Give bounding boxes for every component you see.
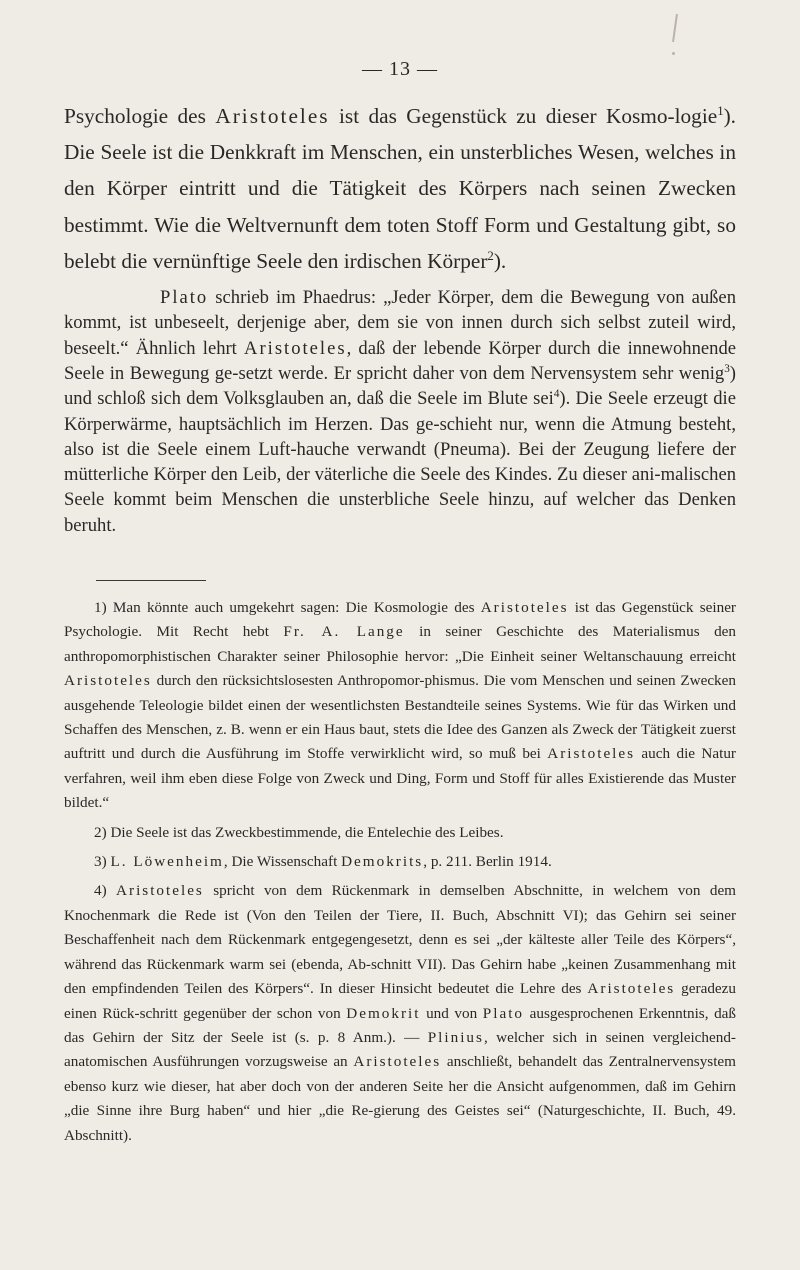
footnote-1: [64, 596, 736, 816]
text-run: durch den rücksichtslosesten Anthropomor-phismus. Die vom Menschen und seinen Zwecken ausgehende Teleologie bildet einen der wesentlichsten Bestandteile seines Systems. Wie für das Wirken und Schaffen des Menschen, z. B. wenn er ein Haus baut, stets die Idee des Ganzen als Zweck der Tätigkeit zuerst auftritt und durch die Ausführung im Stoffe verwirklicht wird, so muß bei: [64, 672, 736, 763]
footnote-ref-2[interactable]: 2: [487, 248, 494, 263]
paragraph-2: [64, 285, 736, 538]
text-run: , welcher sich in seinen vergleichend-anatomischen Ausführungen vorzugsweise an: [64, 1028, 736, 1071]
text-run: ). Die Seele ist die Denkkraft im Menschen, ein unsterbliches Wesen, welches in den Körper eintritt und die Tätigkeit des Körpers nach seinen Zwecken bestimmt. Wie die Weltvernunft dem toten Stoff Form und Gestaltung gibt, so belebt die vernünftige Seele den irdischen Körper: [64, 104, 737, 273]
text-run: und von: [420, 1004, 483, 1022]
main-text: [64, 98, 736, 538]
text-run: ). Die Seele erzeugt die Körperwärme, hauptsächlich im Herzen. Das ge-schieht nur, wenn die Atmung besteht, also ist die Seele einem Luft-hauche verwandt (Pneuma). Bei der Zeugung liefere der mütterliche Körper den Leib, der väterliche die Seele des Kindes. Zu dieser ani-malischen Seele kommt beim Menschen die unsterbliche Seele hinzu, auf welcher das Denken beruht.: [64, 388, 736, 536]
text-run: ist das Gegenstück seiner Psychologie. Mit Recht hebt: [64, 599, 736, 641]
text-run: , Die Wissenschaft: [223, 853, 342, 871]
name-aristoteles: Aristoteles: [244, 337, 347, 359]
text-run: , daß der lebende Körper durch die innewohnende Seele in Bewegung ge-setzt werde. Er spricht daher von dem Nervensystem sehr wenig: [64, 337, 736, 384]
name-aristoteles: Aristoteles: [116, 882, 204, 900]
footnote-separator: [96, 580, 206, 581]
name-aristoteles: Aristoteles: [215, 104, 330, 128]
footnote-2: [64, 821, 736, 845]
text-run: 1) Man könnte auch umgekehrt sagen: Die Kosmologie des: [94, 599, 481, 616]
footnote-ref-3[interactable]: 3: [724, 362, 730, 375]
name-loewenheim: L. Löwenheim: [110, 853, 224, 871]
footnote-ref-1[interactable]: 1: [717, 103, 724, 118]
name-aristoteles: Aristoteles: [353, 1053, 442, 1071]
text-run: schrieb im Phaedrus: „Jeder Körper, dem die Bewegung von außen kommt, ist unbeseelt, derjenige aber, dem sie von innen durch sich selbst zuteil wird, beseelt.“ Ähnlich lehrt: [64, 287, 736, 359]
text-run: auch die Natur verfahren, weil ihm eben diese Folge von Zweck und Ding, Form und Stoff für alles Existierende das Muster bildet.“: [64, 745, 736, 812]
text-run: 4): [94, 882, 117, 900]
footnote-4: [64, 879, 736, 1147]
text-run: 3): [94, 853, 111, 871]
pencil-mark: [672, 14, 678, 42]
footnote-3: [64, 850, 736, 874]
name-plato: Plato: [160, 287, 209, 309]
paragraph-1: [64, 98, 736, 279]
footnotes: [64, 596, 736, 1153]
text-run: anschließt, behandelt das Zentralnervensystem ebenso kurz wie dieser, hat aber doch von der anderen Seite her die Ansicht aufgenommen, daß im Gehirn „die Sinne ihre Burg haben“ und hier „die Re-gierung des Geistes sei“ (Naturgeschichte, II. Buch, 49. Abschnitt).: [64, 1053, 736, 1144]
text-run: , p. 211. Berlin 1914.: [423, 853, 552, 871]
page-number: — 13 —: [362, 58, 438, 80]
text-run: spricht von dem Rückenmark in demselben Abschnitte, in welchem von dem Knochenmark die Rede ist (Von den Teilen der Tiere, II. Buch, Abschnitt VI); das Gehirn sei seiner Beschaffenheit nach dem Rückenmark entgegengesetzt, denn es sei „der kälteste aller Teile des Körpers“, während das Rückenmark warm sei (ebenda, Ab-schnitt VII). Das Gehirn habe „keinen Zusammenhang mit den empfindenden Teilen des Körpers“. In dieser Hinsicht bedeutet die Lehre des: [64, 882, 736, 998]
text-run: geradezu einen Rück-schritt gegenüber der schon von: [64, 980, 736, 1022]
name-plinius: Plinius: [427, 1028, 484, 1046]
text-run: ist das Gegenstück zu dieser Kosmo-logie: [329, 104, 718, 128]
name-lange: Fr. A. Lange: [283, 623, 405, 641]
name-aristoteles: Aristoteles: [587, 980, 676, 998]
pencil-dot: [672, 52, 675, 55]
text-run: in seiner Geschichte des Materialismus den anthropomorphistischen Charakter seiner Philosophie hervor: „Die Einheit seiner Weltanschauung erreicht: [64, 623, 736, 665]
text-run: Psychologie des: [64, 104, 216, 128]
text-run: 2) Die Seele ist das Zweckbestimmende, die Entelechie des Leibes.: [94, 823, 504, 841]
footnote-ref-4[interactable]: 4: [553, 388, 560, 401]
text-run: ) und schloß sich dem Volksglauben an, daß die Seele im Blute sei: [64, 362, 736, 410]
name-demokrits: Demokrits: [341, 853, 424, 871]
name-plato: Plato: [482, 1004, 525, 1022]
text-run: ).: [493, 248, 507, 273]
text-run: ausgesprochenen Erkenntnis, daß das Gehirn der Sitz der Seele ist (s. p. 8 Anm.). —: [64, 1004, 737, 1046]
name-demokrit: Demokrit: [346, 1004, 421, 1022]
name-aristoteles: Aristoteles: [547, 745, 636, 763]
name-aristoteles: Aristoteles: [480, 599, 569, 616]
name-aristoteles: Aristoteles: [64, 672, 152, 690]
